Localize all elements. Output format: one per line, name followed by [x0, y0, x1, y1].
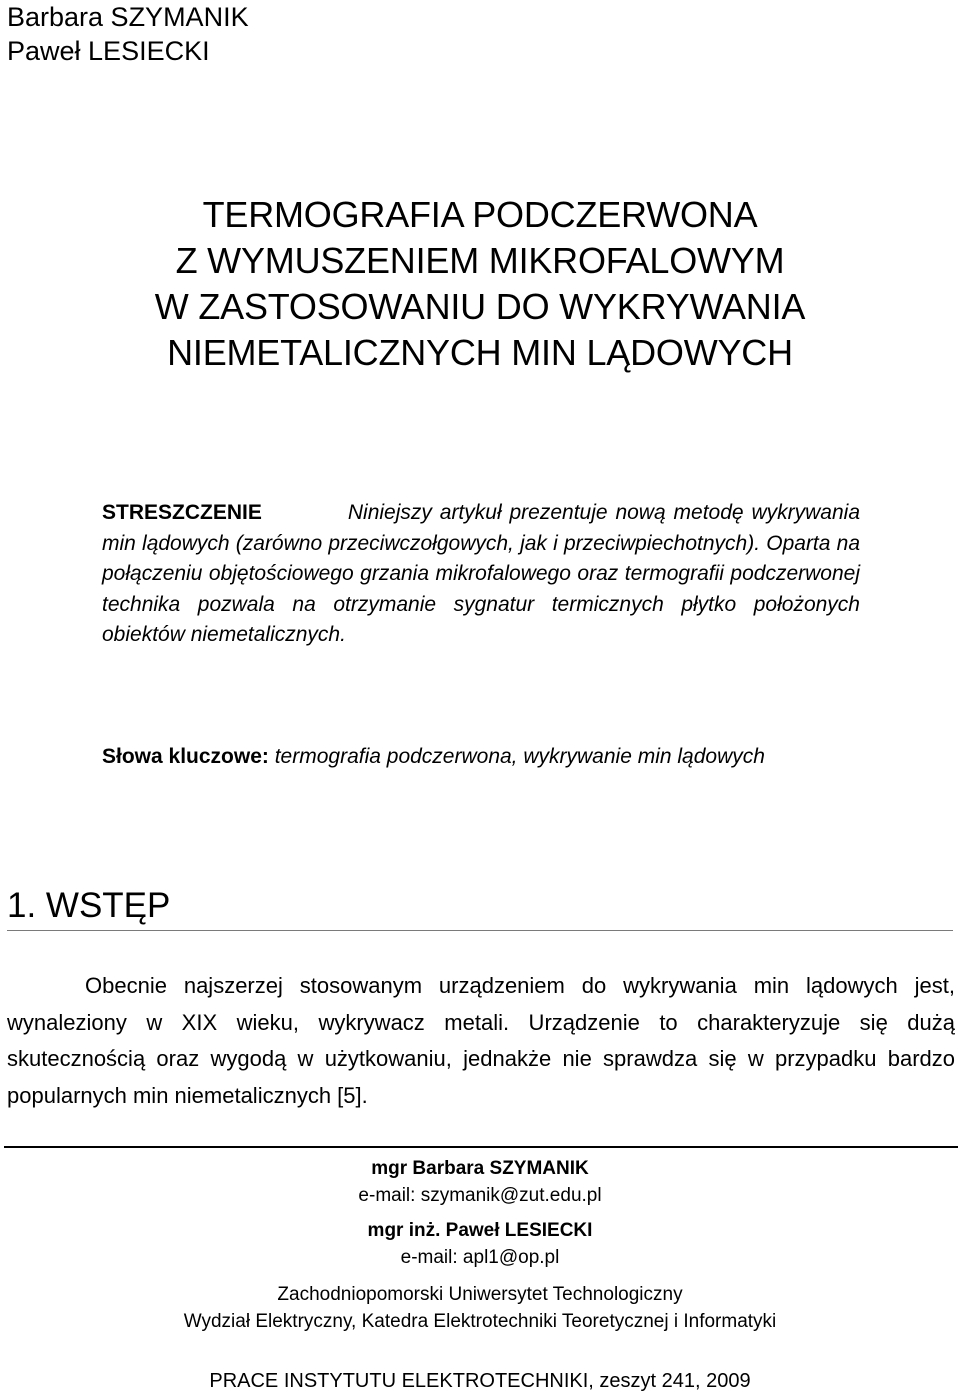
abstract-text: Niniejszy artykuł prezentuje nową metodę wykrywania min lądowych (zarówno przeciwczołgowych, jak i przeciwpiechotnych). Oparta na połączeniu objętościowego grzania mikrofalowego oraz termografii podczerwonej technika pozwala na otrzymanie sygnatur termicznych płytko położonych obiektów niemetalicznych. [102, 501, 860, 646]
heading-divider [7, 930, 953, 931]
title-line: TERMOGRAFIA PODCZERWONA [202, 194, 758, 235]
abstract [102, 498, 860, 651]
title-line: W ZASTOSOWANIU DO WYKRYWANIA [154, 286, 806, 327]
author1-email: e-mail: szymanik@zut.edu.pl [358, 1185, 602, 1206]
title-line: NIEMETALICZNYCH MIN LĄDOWYCH [167, 332, 793, 373]
author-name: Barbara SZYMANIK [7, 2, 249, 32]
university-name: Zachodniopomorski Uniwersytet Technologiczny [277, 1284, 683, 1305]
keywords-label: Słowa kluczowe: [102, 745, 269, 768]
title-line: Z WYMUSZENIEM MIKROFALOWYM [175, 240, 785, 281]
department-name: Wydział Elektryczny, Katedra Elektrotechniki Teoretycznej i Informatyki [183, 1311, 777, 1332]
author-list [7, 0, 249, 68]
author-name: Paweł LESIECKI [7, 36, 210, 66]
author2-name: mgr inż. Paweł LESIECKI [367, 1220, 593, 1241]
section-heading: 1. WSTĘP [7, 886, 171, 925]
author1-name: mgr Barbara SZYMANIK [371, 1158, 589, 1179]
intro-paragraph: Obecnie najszerzej stosowanym urządzeniem do wykrywania min lądowych jest, wynaleziony w XIX wieku, wykrywacz metali. Urządzenie to charakteryzuje się dużą skutecznością oraz wygodą w użytkowaniu, jednakże nie sprawdza się w przypadku bardzo popularnych min niemetalicznych [5]. [7, 973, 955, 1108]
keywords-value: termografia podczerwona, wykrywanie min lądowych [274, 745, 765, 768]
author2-email: e-mail: apl1@op.pl [400, 1247, 560, 1268]
journal-info: PRACE INSTYTUTU ELEKTROTECHNIKI, zeszyt 241, 2009 [209, 1370, 751, 1392]
abstract-label: STRESZCZENIE [102, 501, 262, 524]
author-affiliations [0, 1155, 960, 1335]
footer-divider [4, 1146, 958, 1148]
paper-title [0, 192, 960, 376]
keywords [102, 742, 892, 772]
